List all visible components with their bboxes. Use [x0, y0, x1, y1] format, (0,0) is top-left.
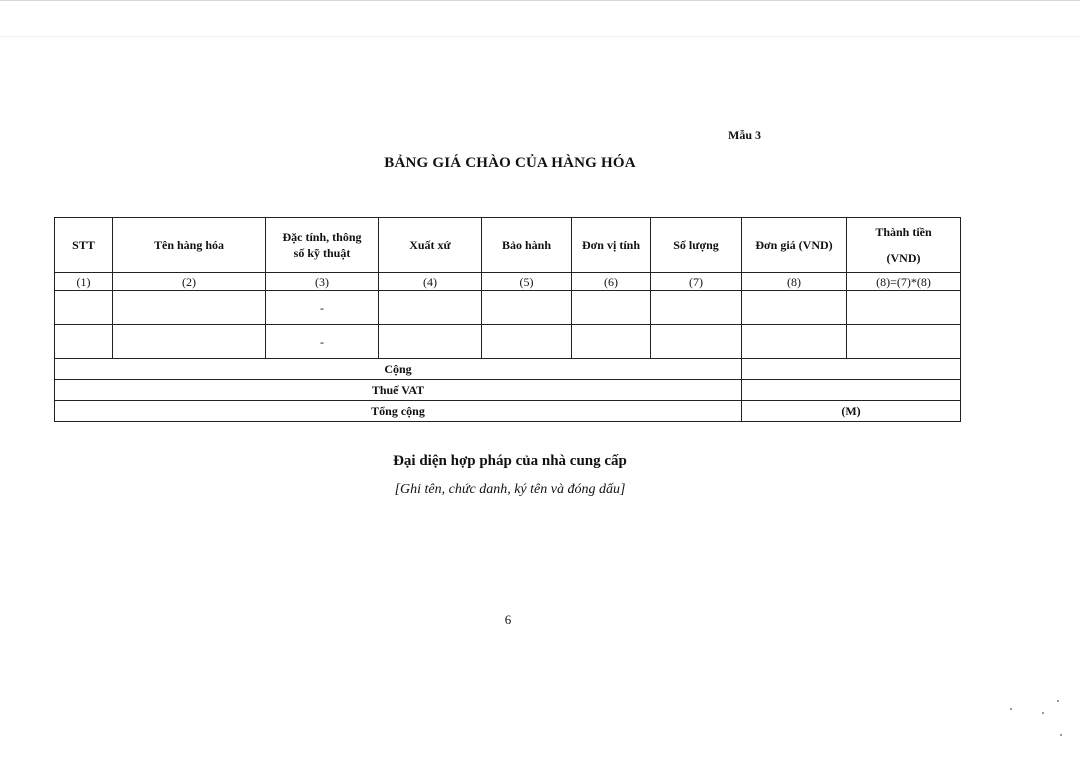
- header-item-name: Tên hàng hóa: [113, 218, 266, 273]
- representative-note: [Ghi tên, chức danh, ký tên và đóng dấu]: [394, 482, 626, 497]
- header-total-line1: Thành tiền: [875, 225, 932, 239]
- cell-quantity: [651, 325, 742, 359]
- column-number: (3): [266, 273, 379, 291]
- cell-unit-price: [742, 325, 847, 359]
- document-title: BẢNG GIÁ CHÀO CỦA HÀNG HÓA: [384, 155, 636, 171]
- price-quote-table: [54, 217, 961, 422]
- cell-origin: [379, 291, 482, 325]
- scan-speck: [1010, 708, 1012, 710]
- header-specs-line2: số kỹ thuật: [293, 246, 351, 260]
- header-specs: [266, 218, 379, 273]
- column-number: (4): [379, 273, 482, 291]
- cell-unit-price: [742, 291, 847, 325]
- scan-edge-top: [0, 0, 1080, 1]
- vat-row: [55, 380, 961, 401]
- form-code: Mẫu 3: [728, 128, 761, 142]
- header-specs-line1: Đặc tính, thông: [282, 230, 362, 244]
- cell-item-name: [113, 325, 266, 359]
- column-number-row: [55, 273, 961, 291]
- cell-unit: [572, 291, 651, 325]
- header-unit: Đơn vị tính: [572, 218, 651, 273]
- subtotal-label: Cộng: [55, 359, 742, 380]
- header-origin: Xuất xứ: [379, 218, 482, 273]
- scan-speck: [1057, 700, 1059, 702]
- column-number: (2): [113, 273, 266, 291]
- cell-total: [847, 291, 961, 325]
- grand-total-label: Tổng cộng: [55, 401, 742, 422]
- column-number: (8): [742, 273, 847, 291]
- cell-quantity: [651, 291, 742, 325]
- scan-speck: [1042, 712, 1044, 714]
- column-number: (5): [482, 273, 572, 291]
- table-header-row: [55, 218, 961, 273]
- subtotal-value: [742, 359, 961, 380]
- scan-speck: [1060, 734, 1062, 736]
- table-row: [55, 291, 961, 325]
- scan-fold-line: [0, 36, 1080, 37]
- vat-label: Thuế VAT: [55, 380, 742, 401]
- page-number: 6: [504, 612, 512, 627]
- cell-specs: -: [266, 291, 379, 325]
- header-total: [847, 218, 961, 273]
- header-total-line2: (VND): [886, 251, 921, 265]
- table-row: [55, 325, 961, 359]
- column-number: (6): [572, 273, 651, 291]
- cell-warranty: [482, 291, 572, 325]
- header-quantity: Số lượng: [651, 218, 742, 273]
- vat-value: [742, 380, 961, 401]
- grand-total-value: (M): [742, 401, 961, 422]
- representative-title: Đại diện hợp pháp của nhà cung cấp: [393, 453, 627, 469]
- cell-item-name: [113, 291, 266, 325]
- cell-total: [847, 325, 961, 359]
- header-stt: STT: [55, 218, 113, 273]
- column-number: (1): [55, 273, 113, 291]
- cell-unit: [572, 325, 651, 359]
- cell-specs: -: [266, 325, 379, 359]
- subtotal-row: [55, 359, 961, 380]
- cell-origin: [379, 325, 482, 359]
- cell-warranty: [482, 325, 572, 359]
- cell-stt: [55, 325, 113, 359]
- column-number: (8)=(7)*(8): [847, 273, 961, 291]
- grand-total-row: [55, 401, 961, 422]
- column-number: (7): [651, 273, 742, 291]
- header-warranty: Bảo hành: [482, 218, 572, 273]
- header-unit-price: Đơn giá (VND): [742, 218, 847, 273]
- cell-stt: [55, 291, 113, 325]
